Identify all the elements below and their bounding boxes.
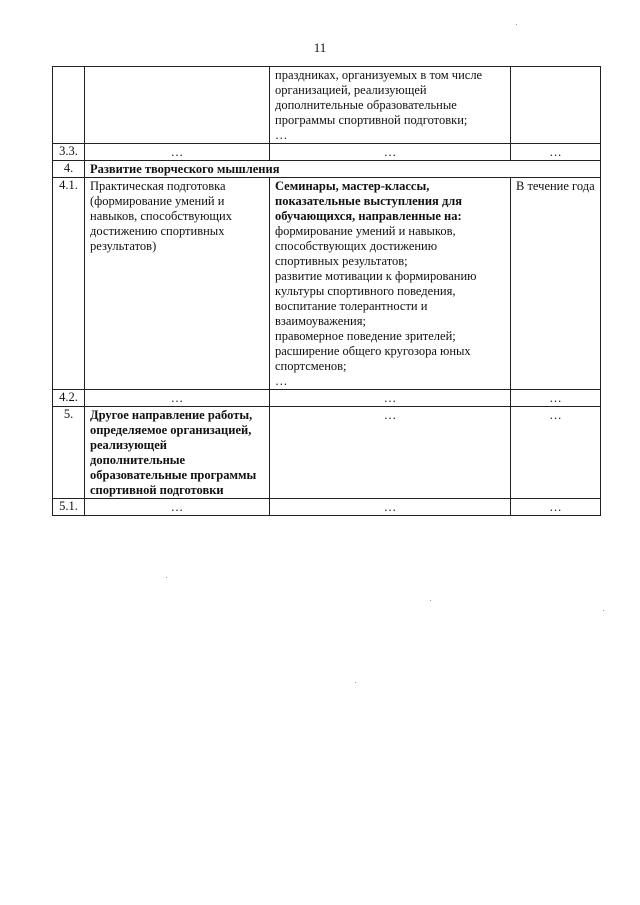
row-number: 5. [53,407,85,499]
activity-line: спортсменов; [275,359,347,373]
activity-line: способствующих достижению [275,239,438,253]
direction-cell: … [85,390,270,407]
table-row [53,407,601,499]
section-row [53,161,601,178]
activity-line: спортивных результатов; [275,254,408,268]
direction-cell [85,67,270,144]
direction-line: дополнительные [90,453,186,467]
direction-line: реализующей [90,438,167,452]
period-cell: В течение года [511,178,601,390]
direction-line: достижению спортивных [90,224,225,238]
activity-line: правомерное поведение зрителей; [275,329,456,343]
direction-line: (формирование умений и [90,194,225,208]
row-number [53,67,85,144]
scan-speck [166,577,167,578]
direction-line: спортивной подготовки [90,483,224,497]
activity-line: … [275,128,288,142]
period-cell [511,67,601,144]
section-title: Развитие творческого мышления [85,161,601,178]
activity-heading-line: показательные выступления для [275,194,463,208]
page-number: 11 [313,40,327,55]
table-row [53,144,601,161]
direction-cell [85,407,270,499]
activities-cell [270,67,511,144]
scan-speck [430,600,431,601]
activity-heading-line: обучающихся, направленные на: [275,209,462,223]
row-number: 4.2. [53,390,85,407]
activity-line: программы спортивной подготовки; [275,113,468,127]
direction-line: навыков, способствующих [90,209,232,223]
period-cell: … [511,390,601,407]
direction-line: Другое направление работы, [90,408,253,422]
direction-cell [85,178,270,390]
activity-heading-line: Семинары, мастер-классы, [275,179,430,193]
table-row [53,499,601,516]
direction-cell: … [85,499,270,516]
activities-cell [270,178,511,390]
direction-cell: … [85,144,270,161]
scan-speck [355,682,356,683]
activities-cell: … [270,390,511,407]
activity-line: … [275,374,288,388]
row-number: 3.3. [53,144,85,161]
activity-line: воспитание толерантности и [275,299,428,313]
scan-speck [603,610,604,611]
row-number: 4. [53,161,85,178]
row-number: 4.1. [53,178,85,390]
activity-line: расширение общего кругозора юных [275,344,471,358]
direction-line: образовательные программы [90,468,257,482]
activities-cell: … [270,407,511,499]
table-row [53,67,601,144]
plan-table [52,66,601,516]
activity-line: дополнительные образовательные [275,98,457,112]
direction-line: определяемое организацией, [90,423,252,437]
table-row [53,390,601,407]
activity-line: праздниках, организуемых в том числе [275,68,483,82]
activities-cell: … [270,144,511,161]
period-cell: … [511,499,601,516]
direction-line: результатов) [90,239,157,253]
period-cell: … [511,407,601,499]
table-row [53,178,601,390]
period-cell: … [511,144,601,161]
scan-speck [516,24,517,25]
activity-line: взаимоуважения; [275,314,366,328]
activity-line: развитие мотивации к формированию [275,269,477,283]
activity-line: культуры спортивного поведения, [275,284,456,298]
activities-cell: … [270,499,511,516]
direction-line: Практическая подготовка [90,179,226,193]
activity-line: формирование умений и навыков, [275,224,456,238]
activity-line: организацией, реализующей [275,83,427,97]
row-number: 5.1. [53,499,85,516]
